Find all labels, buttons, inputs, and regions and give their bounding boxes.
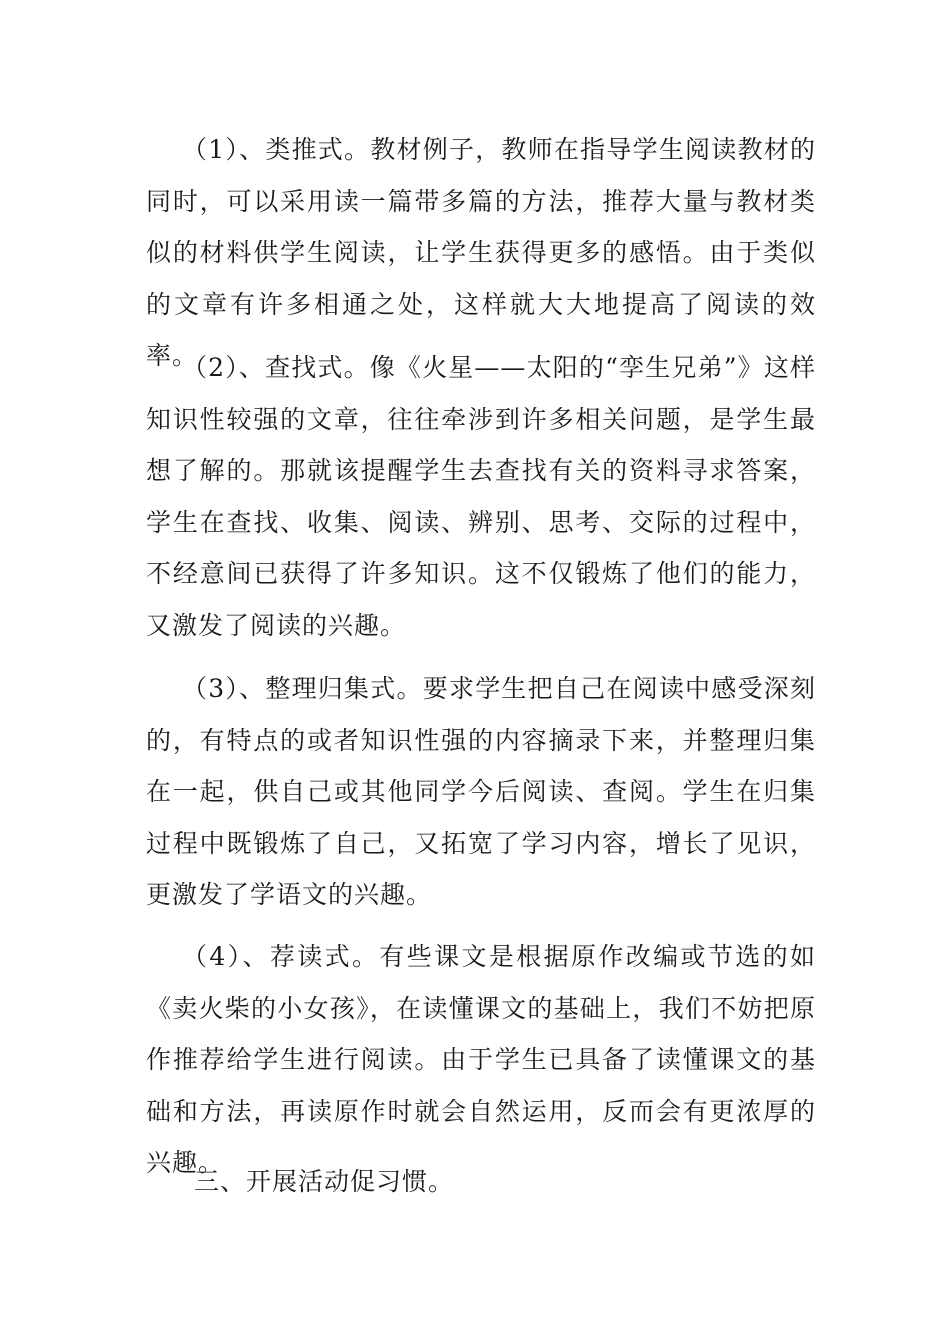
paragraph-search-method: （2）、查找式。像《火星——太阳的“孪生兄弟”》这样知识性较强的文章，往往牵涉到许多相关问题，是学生最想了解的。那就该提醒学生去查找有关的资料寻求答案，学生在查找、收集、阅读、辨别、思考、交际的过程中，不经意间已获得了许多知识。这不仅锻炼了他们的能力，又激发了阅读的兴趣。: [146, 353, 816, 640]
paragraph-recommend-method: （4）、荐读式。有些课文是根据原作改编或节选的如《卖火柴的小女孩》，在读懂课文的基础上，我们不妨把原作推荐给学生进行阅读。由于学生已具备了读懂课文的基础和方法，再读原作时就会自然运用，反而会有更浓厚的兴趣。: [146, 942, 816, 1178]
paragraph-organize-method: （3）、整理归集式。要求学生把自己在阅读中感受深刻的，有特点的或者知识性强的内容摘录下来，并整理归集在一起，供自己或其他同学今后阅读、查阅。学生在归集过程中既锻炼了自己，又拓宽了学习内容，增长了见识，更激发了学语文的兴趣。: [146, 674, 816, 910]
paragraph-analogy-method: （1）、类推式。教材例子，教师在指导学生阅读教材的同时，可以采用读一篇带多篇的方法，推荐大量与教材类似的材料供学生阅读，让学生获得更多的感悟。由于类似的文章有许多相通之处，这样就大大地提高了阅读的效率。: [146, 135, 816, 371]
section-heading: 三、开展活动促习惯。: [194, 1167, 455, 1196]
